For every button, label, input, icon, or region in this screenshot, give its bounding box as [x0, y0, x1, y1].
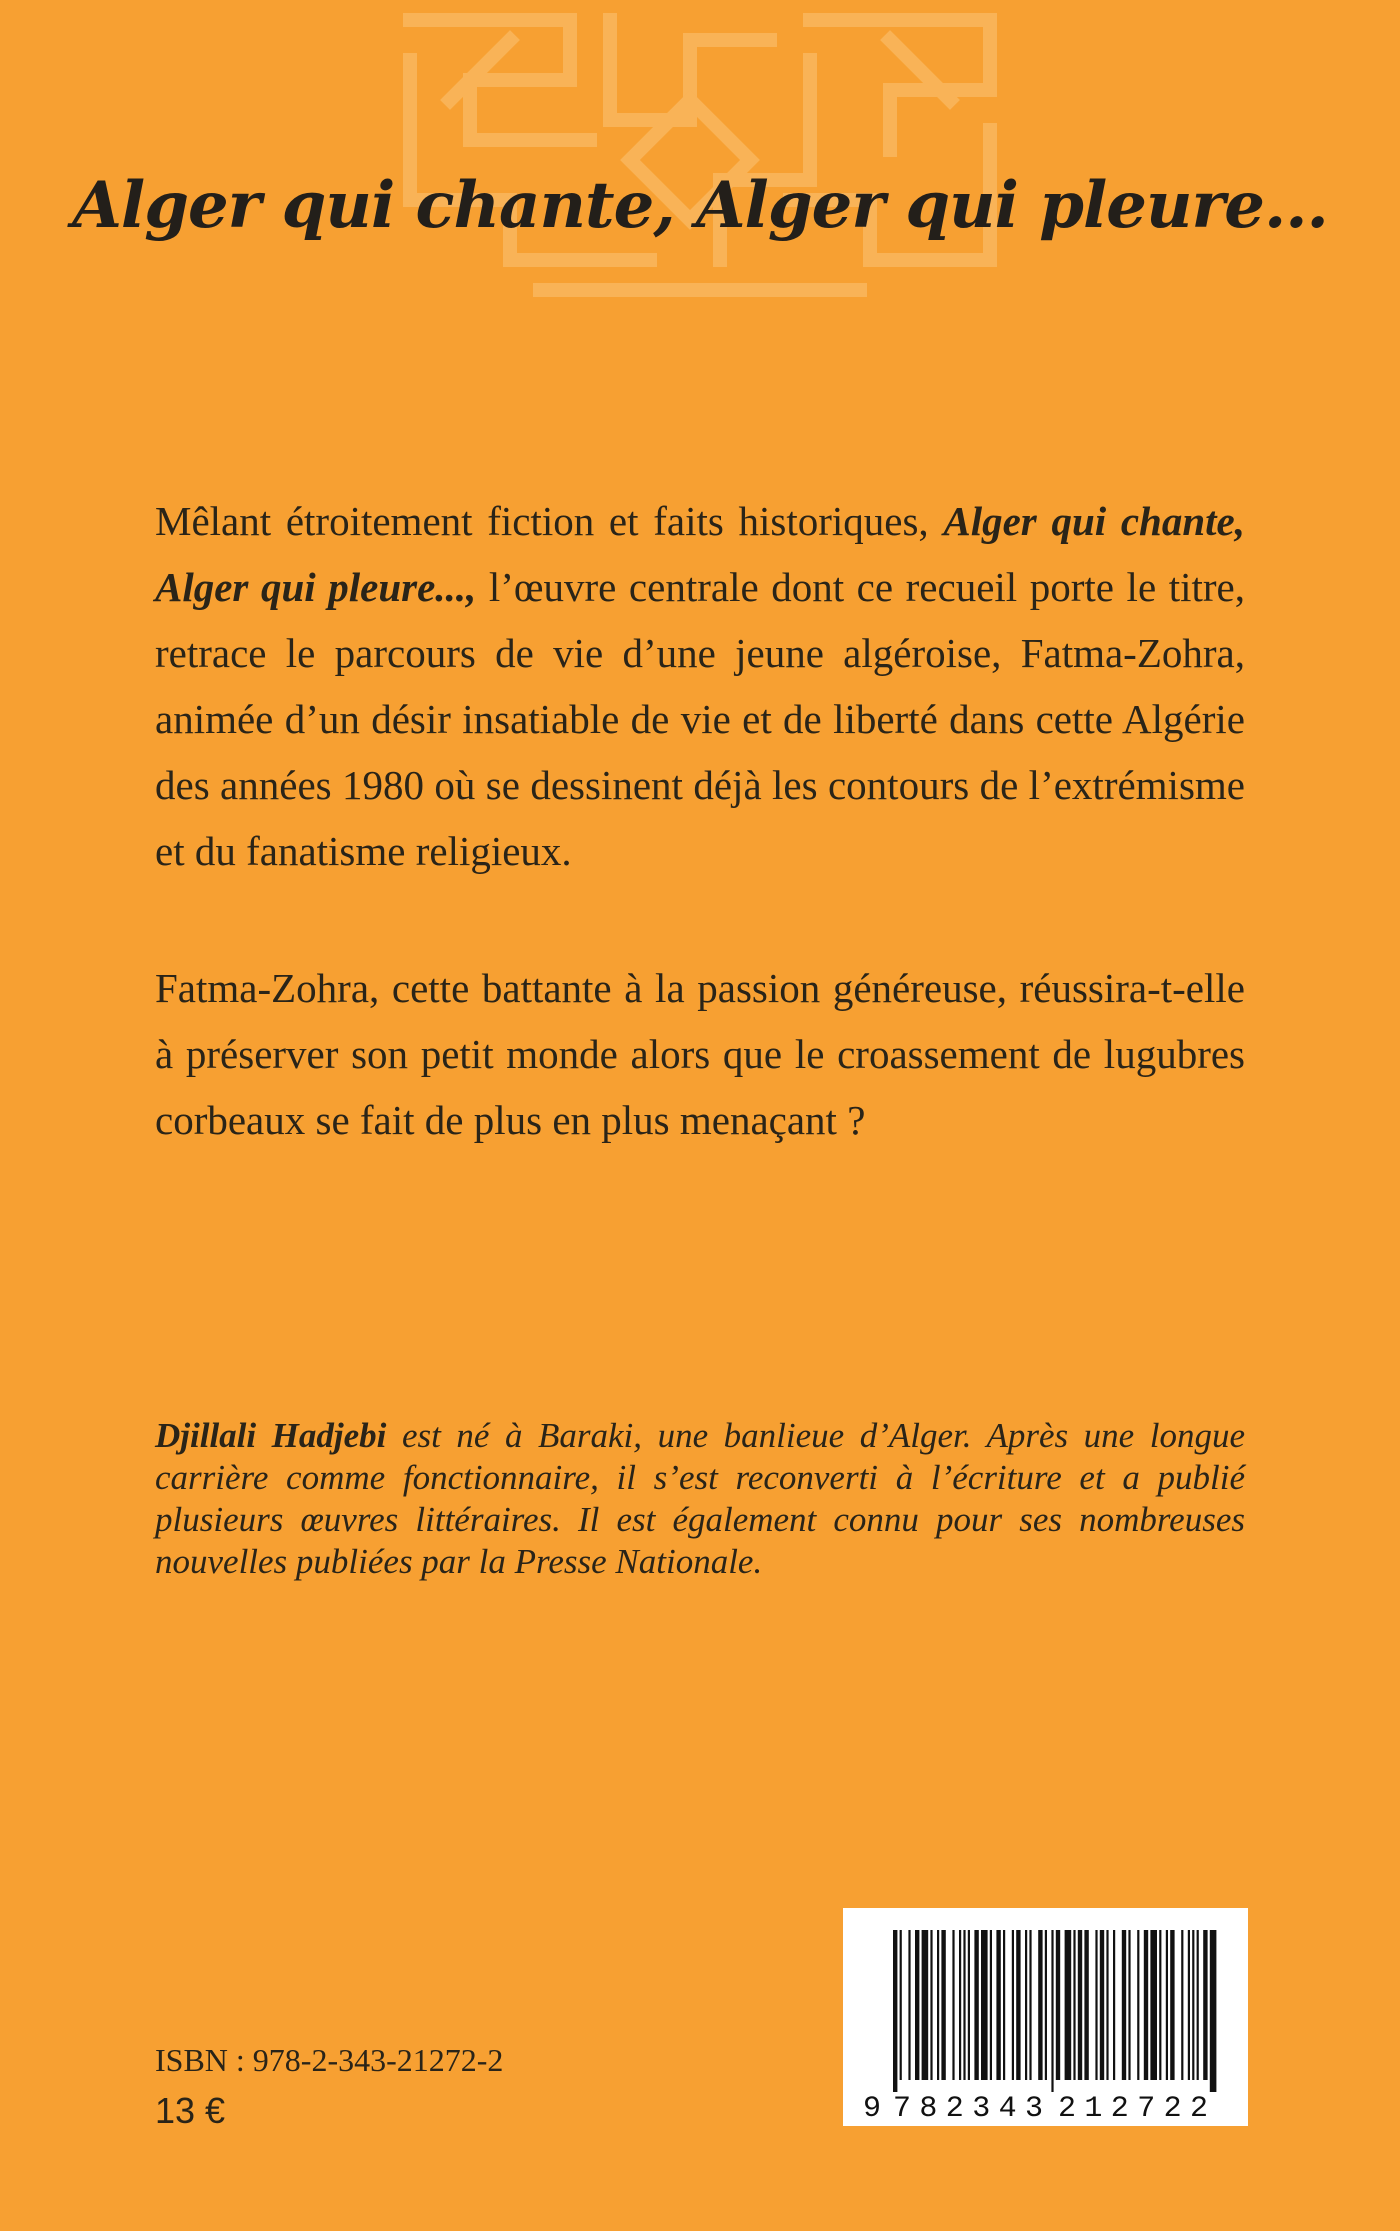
barcode-bar	[1016, 1930, 1020, 2080]
barcode-bar	[915, 1930, 919, 2080]
author-bio	[155, 1415, 1245, 1583]
barcode-bar	[1095, 1930, 1097, 2080]
barcode-bar	[1065, 1930, 1072, 2080]
barcode-bar	[1170, 1930, 1174, 2080]
barcode-bar	[900, 1930, 902, 2080]
synopsis-prefix: Mêlant étroitement fiction et faits historiques,	[155, 498, 944, 544]
barcode-bar	[1012, 1930, 1014, 2080]
barcode-bar	[996, 1930, 1000, 2080]
synopsis-paragraph-2: Fatma-Zohra, cette battante à la passion généreuse, réussira-t-elle à préserver son petit monde alors que le croassement de lugubres corbeaux se fait de plus en plus menaçant ?	[155, 965, 1245, 1143]
barcode-bar	[974, 1930, 978, 2080]
synopsis-paragraph-1	[155, 488, 1245, 884]
barcode-bar	[1056, 1930, 1060, 2080]
barcode-bar	[1003, 1930, 1005, 2080]
barcode-bar	[1051, 1930, 1053, 2092]
barcode-bar	[1113, 1930, 1115, 2080]
barcode-bar	[952, 1930, 954, 2080]
barcode-bar	[1159, 1930, 1161, 2080]
barcode-bar	[1100, 1930, 1104, 2080]
barcode-left-digits: 782343	[893, 2092, 1043, 2126]
barcode-bar	[1150, 1930, 1157, 2080]
barcode-bars	[893, 1930, 1216, 2092]
barcode-bar	[968, 1930, 970, 2080]
barcode-bar	[1203, 1930, 1207, 2080]
barcode-right-digits: 212722	[1058, 2092, 1208, 2126]
barcode-bar	[981, 1930, 988, 2080]
barcode-bar	[1078, 1930, 1082, 2080]
barcode-bar	[1210, 1930, 1217, 2092]
barcode-bar	[941, 1930, 945, 2080]
barcode-graphic	[843, 1908, 1248, 2126]
barcode-bar	[1073, 1930, 1075, 2080]
kufic-ornament-icon	[390, 0, 1010, 300]
back-cover-title: Alger qui chante, Alger qui pleure...	[72, 168, 1328, 243]
barcode-bar	[1122, 1930, 1126, 2080]
synopsis-suffix: l’œuvre centrale dont ce recueil porte le titre, retrace le parcours de vie d’une jeune algéroise, Fatma-Zohra, animée d’un désir insatiable de vie et de liberté dans cette Algérie des années 1980 où se dessinent déjà les contours de l’extrémisme et du fanatisme religieux.	[155, 564, 1245, 874]
barcode-bar	[1137, 1930, 1139, 2080]
barcode-bar	[963, 1930, 965, 2080]
author-name: Djillali Hadjebi	[155, 1416, 387, 1455]
barcode-bar	[930, 1930, 932, 2080]
barcode-bar	[1029, 1930, 1031, 2080]
barcode-bar	[893, 1930, 897, 2092]
barcode-bar	[959, 1930, 961, 2080]
barcode-bar	[1038, 1930, 1042, 2080]
barcode-bar	[908, 1930, 910, 2080]
price-label: 13 €	[155, 2090, 226, 2131]
barcode	[843, 1908, 1248, 2126]
barcode-bar	[1197, 1930, 1199, 2080]
barcode-bar	[1106, 1930, 1108, 2080]
barcode-bar	[1188, 1930, 1190, 2080]
barcode-bar	[1144, 1930, 1148, 2080]
barcode-bar	[937, 1930, 939, 2080]
isbn-label: ISBN : 978-2-343-21272-2	[155, 2042, 504, 2078]
barcode-bar	[1045, 1930, 1047, 2080]
synopsis-title-emphasis: Alger qui chante, Alger qui pleure...,	[155, 498, 1245, 610]
author-bio-text: est né à Baraki, une banlieue d’Alger. Après une longue carrière comme fonctionnaire, il s’est reconverti à l’écriture et a publié plusieurs œuvres littéraires. Il est également connu pour ses nombreuses nouvelles publiées par la Presse Nationale.	[155, 1416, 1246, 1581]
barcode-bar	[1084, 1930, 1088, 2080]
barcode-bar	[990, 1930, 992, 2080]
barcode-bar	[1181, 1930, 1183, 2080]
barcode-bar	[1128, 1930, 1130, 2080]
barcode-bar	[1025, 1930, 1027, 2080]
barcode-bar	[1166, 1930, 1168, 2080]
barcode-first-digit: 9	[863, 2092, 882, 2126]
barcode-bar	[922, 1930, 929, 2080]
barcode-bar	[1192, 1930, 1194, 2080]
